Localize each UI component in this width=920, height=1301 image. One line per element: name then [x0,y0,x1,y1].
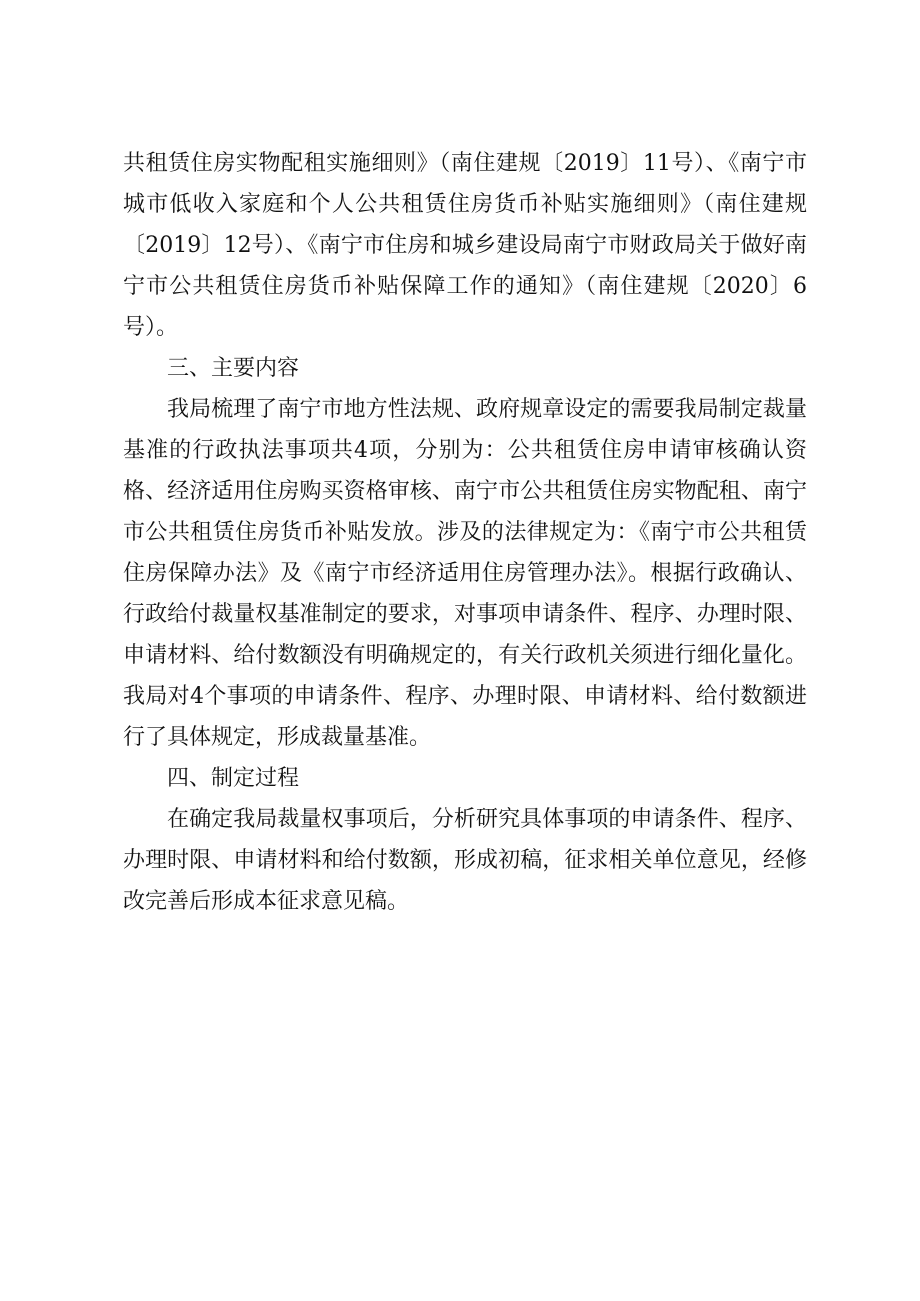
section-heading-main-content: 三、主要内容 [167,356,300,381]
main-content-paragraph: 我局梳理了南宁市地方性法规、政府规章设定的需要我局制定裁量基准的行政执法事项共4项，分别为：公共租赁住房申请审核确认资格、经济适用住房购买资格审核、南宁市公共租赁住房实物配租、南宁市公共租赁住房货币补贴发放。涉及的法律规定为：《南宁市公共租赁住房保障办法》及《南宁市经济适用住房管理办法》。根据行政确认、行政给付裁量权基准制定的要求，对事项申请条件、程序、办理时限、申请材料、给付数额没有明确规定的，有关行政机关须进行细化量化。我局对4个事项的申请条件、程序、办理时限、申请材料、给付数额进行了具体规定，形成裁量基准。 [123,397,807,750]
document-body [123,143,807,922]
section-heading-drafting-process: 四、制定过程 [167,766,300,791]
drafting-process-paragraph: 在确定我局裁量权事项后，分析研究具体事项的申请条件、程序、办理时限、申请材料和给付数额，形成初稿，征求相关单位意见，经修改完善后形成本征求意见稿。 [123,807,807,914]
basis-paragraph-continued: 共租赁住房实物配租实施细则》（南住建规〔2019〕11号）、《南宁市城市低收入家庭和个人公共租赁住房货币补贴实施细则》（南住建规〔2019〕12号）、《南宁市住房和城乡建设局南宁市财政局关于做好南宁市公共租赁住房货币补贴保障工作的通知》（南住建规〔2020〕6号）。 [123,151,807,340]
